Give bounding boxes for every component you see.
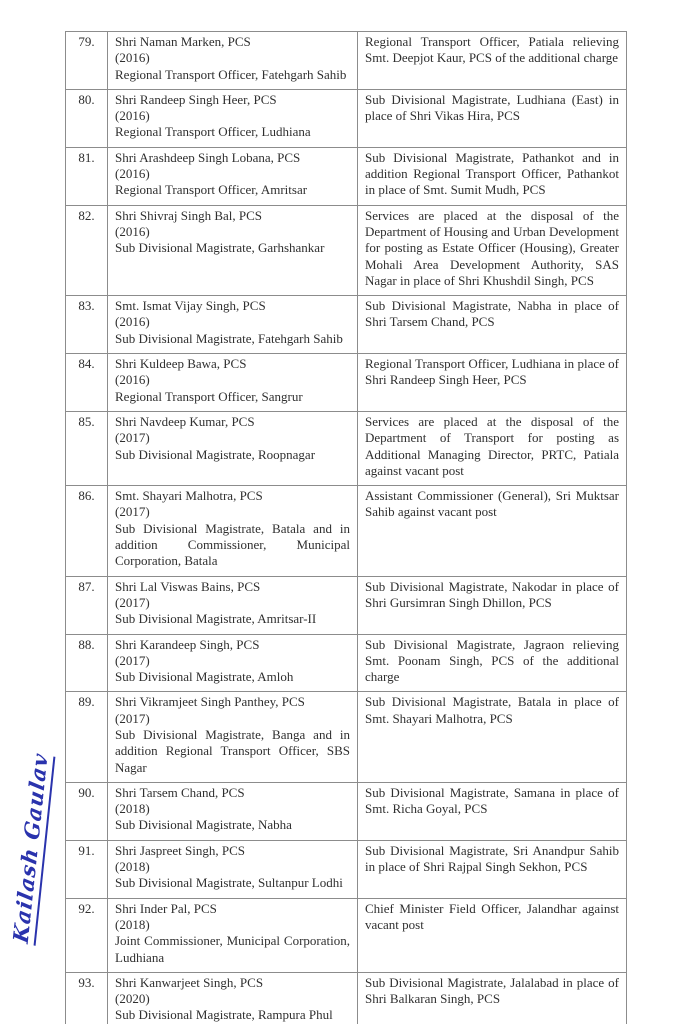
officer-cell <box>108 354 358 412</box>
table-row <box>66 296 627 354</box>
officer-batch-year: (2017) <box>115 430 150 446</box>
new-posting-cell <box>358 411 627 485</box>
officer-cell <box>108 782 358 840</box>
new-posting-cell <box>358 692 627 782</box>
officer-batch-year: (2020) <box>115 991 150 1007</box>
new-posting-text: Sub Divisional Magistrate, Jalalabad in place of Shri Balkaran Singh, PCS <box>365 974 619 1007</box>
officer-current-post: Sub Divisional Magistrate, Nabha <box>115 817 292 833</box>
serial-number-cell: 89. <box>66 692 108 782</box>
new-posting-cell <box>358 89 627 147</box>
officer-batch-year: (2016) <box>115 108 150 124</box>
officer-batch-year: (2016) <box>115 166 150 182</box>
table-row <box>66 32 627 90</box>
officer-cell <box>108 205 358 295</box>
table-row <box>66 354 627 412</box>
officer-name: Shri Vikramjeet Singh Panthey, PCS <box>115 694 305 710</box>
new-posting-cell <box>358 782 627 840</box>
officer-name: Smt. Shayari Malhotra, PCS <box>115 488 263 504</box>
officer-name: Shri Inder Pal, PCS <box>115 900 217 916</box>
serial-number-cell: 83. <box>66 296 108 354</box>
officer-batch-year: (2018) <box>115 859 150 875</box>
new-posting-text: Sub Divisional Magistrate, Jagraon relieving Smt. Poonam Singh, PCS of the additional charge <box>365 636 619 685</box>
new-posting-text: Assistant Commissioner (General), Sri Muktsar Sahib against vacant post <box>365 488 619 520</box>
transfer-table-body <box>66 32 627 1024</box>
officer-current-post: Sub Divisional Magistrate, Amritsar-II <box>115 611 317 627</box>
officer-name: Shri Jaspreet Singh, PCS <box>115 842 246 858</box>
officer-current-post: Sub Divisional Magistrate, Fatehgarh Sahib <box>115 330 343 346</box>
table-row <box>66 89 627 147</box>
new-posting-text: Services are placed at the disposal of the Department of Housing and Urban Development for posting as Estate Officer (Housing), Greater Mohali Area Development Authority, SAS Nagar in place of Shri Khushdil Singh, PCS <box>365 207 619 288</box>
officer-current-post: Sub Divisional Magistrate, Batala and in addition Commissioner, Municipal Corporation, Batala <box>115 520 350 569</box>
officer-current-post: Sub Divisional Magistrate, Rampura Phul <box>115 1007 333 1023</box>
new-posting-text: Chief Minister Field Officer, Jalandhar against vacant post <box>365 900 619 932</box>
officer-name: Shri Kuldeep Bawa, PCS <box>115 356 247 372</box>
serial-number-cell: 86. <box>66 486 108 576</box>
officer-name: Shri Lal Viswas Bains, PCS <box>115 578 261 594</box>
table-row <box>66 898 627 972</box>
table-row <box>66 840 627 898</box>
table-row <box>66 147 627 205</box>
new-posting-cell <box>358 634 627 692</box>
serial-number-cell: 85. <box>66 411 108 485</box>
new-posting-cell <box>358 840 627 898</box>
new-posting-cell <box>358 486 627 576</box>
serial-number-cell: 79. <box>66 32 108 90</box>
new-posting-text: Sub Divisional Magistrate, Batala in place of Smt. Shayari Malhotra, PCS <box>365 694 619 726</box>
serial-number-cell: 82. <box>66 205 108 295</box>
serial-number-cell: 91. <box>66 840 108 898</box>
officer-cell <box>108 89 358 147</box>
new-posting-cell <box>358 147 627 205</box>
table-row <box>66 634 627 692</box>
officer-cell <box>108 411 358 485</box>
new-posting-text: Regional Transport Officer, Ludhiana in place of Shri Randeep Singh Heer, PCS <box>365 356 619 388</box>
new-posting-text: Sub Divisional Magistrate, Pathankot and in addition Regional Transport Officer, Pathankot in place of Smt. Sumit Mudh, PCS <box>365 149 619 198</box>
officer-name: Shri Arashdeep Singh Lobana, PCS <box>115 149 301 165</box>
new-posting-text: Regional Transport Officer, Patiala relieving Smt. Deepjot Kaur, PCS of the additional charge <box>365 34 619 66</box>
officer-batch-year: (2018) <box>115 916 150 932</box>
officer-cell <box>108 840 358 898</box>
officer-current-post: Joint Commissioner, Municipal Corporation, Ludhiana <box>115 933 350 965</box>
serial-number-cell: 90. <box>66 782 108 840</box>
officer-cell <box>108 898 358 972</box>
officer-current-post: Regional Transport Officer, Amritsar <box>115 182 308 198</box>
officer-cell <box>108 692 358 782</box>
officer-batch-year: (2017) <box>115 594 150 610</box>
officer-name: Shri Shivraj Singh Bal, PCS <box>115 207 262 223</box>
officer-cell <box>108 486 358 576</box>
new-posting-cell <box>358 898 627 972</box>
officer-current-post: Sub Divisional Magistrate, Amloh <box>115 669 294 685</box>
new-posting-cell <box>358 354 627 412</box>
officer-batch-year: (2017) <box>115 652 150 668</box>
officer-cell <box>108 576 358 634</box>
handwritten-signature: Kailash Gaulav <box>8 751 55 946</box>
serial-number-cell: 81. <box>66 147 108 205</box>
table-row <box>66 692 627 782</box>
table-row <box>66 972 627 1024</box>
officer-current-post: Sub Divisional Magistrate, Sultanpur Lodhi <box>115 875 343 891</box>
table-row <box>66 486 627 576</box>
officer-batch-year: (2016) <box>115 50 150 66</box>
officer-name: Smt. Ismat Vijay Singh, PCS <box>115 298 266 314</box>
officer-batch-year: (2016) <box>115 314 150 330</box>
officer-name: Shri Randeep Singh Heer, PCS <box>115 91 277 107</box>
new-posting-cell <box>358 296 627 354</box>
officer-current-post: Sub Divisional Magistrate, Banga and in addition Regional Transport Officer, SBS Nagar <box>115 726 350 775</box>
table-row <box>66 411 627 485</box>
transfer-order-table <box>65 31 627 1024</box>
officer-batch-year: (2018) <box>115 801 150 817</box>
officer-batch-year: (2016) <box>115 372 150 388</box>
officer-cell <box>108 32 358 90</box>
officer-cell <box>108 296 358 354</box>
new-posting-text: Sub Divisional Magistrate, Ludhiana (East) in place of Shri Vikas Hira, PCS <box>365 91 619 124</box>
officer-name: Shri Karandeep Singh, PCS <box>115 636 260 652</box>
officer-name: Shri Navdeep Kumar, PCS <box>115 413 255 429</box>
new-posting-cell <box>358 205 627 295</box>
officer-cell <box>108 147 358 205</box>
new-posting-text: Sub Divisional Magistrate, Nabha in place of Shri Tarsem Chand, PCS <box>365 298 619 330</box>
new-posting-text: Sub Divisional Magistrate, Sri Anandpur Sahib in place of Shri Rajpal Singh Sekhon, PCS <box>365 842 619 875</box>
officer-current-post: Sub Divisional Magistrate, Roopnagar <box>115 446 316 462</box>
officer-current-post: Sub Divisional Magistrate, Garhshankar <box>115 240 325 256</box>
new-posting-cell <box>358 576 627 634</box>
table-row <box>66 782 627 840</box>
serial-number-cell: 84. <box>66 354 108 412</box>
serial-number-cell: 87. <box>66 576 108 634</box>
new-posting-cell <box>358 32 627 90</box>
new-posting-text: Sub Divisional Magistrate, Samana in place of Smt. Richa Goyal, PCS <box>365 784 619 817</box>
officer-name: Shri Tarsem Chand, PCS <box>115 784 245 800</box>
officer-current-post: Regional Transport Officer, Sangrur <box>115 388 303 404</box>
officer-current-post: Regional Transport Officer, Ludhiana <box>115 124 311 140</box>
table-row <box>66 205 627 295</box>
officer-cell <box>108 634 358 692</box>
serial-number-cell: 92. <box>66 898 108 972</box>
serial-number-cell: 80. <box>66 89 108 147</box>
new-posting-text: Sub Divisional Magistrate, Nakodar in place of Shri Gursimran Singh Dhillon, PCS <box>365 578 619 610</box>
officer-current-post: Regional Transport Officer, Fatehgarh Sahib <box>115 66 347 82</box>
new-posting-text: Services are placed at the disposal of the Department of Transport for posting as Additional Managing Director, PRTC, Patiala against vacant post <box>365 413 619 478</box>
officer-name: Shri Naman Marken, PCS <box>115 34 251 49</box>
officer-batch-year: (2016) <box>115 223 150 239</box>
officer-name: Shri Kanwarjeet Singh, PCS <box>115 974 264 990</box>
table-row <box>66 576 627 634</box>
officer-cell <box>108 972 358 1024</box>
officer-batch-year: (2017) <box>115 504 150 520</box>
serial-number-cell: 88. <box>66 634 108 692</box>
new-posting-cell <box>358 972 627 1024</box>
officer-batch-year: (2017) <box>115 710 150 726</box>
serial-number-cell: 93. <box>66 972 108 1024</box>
